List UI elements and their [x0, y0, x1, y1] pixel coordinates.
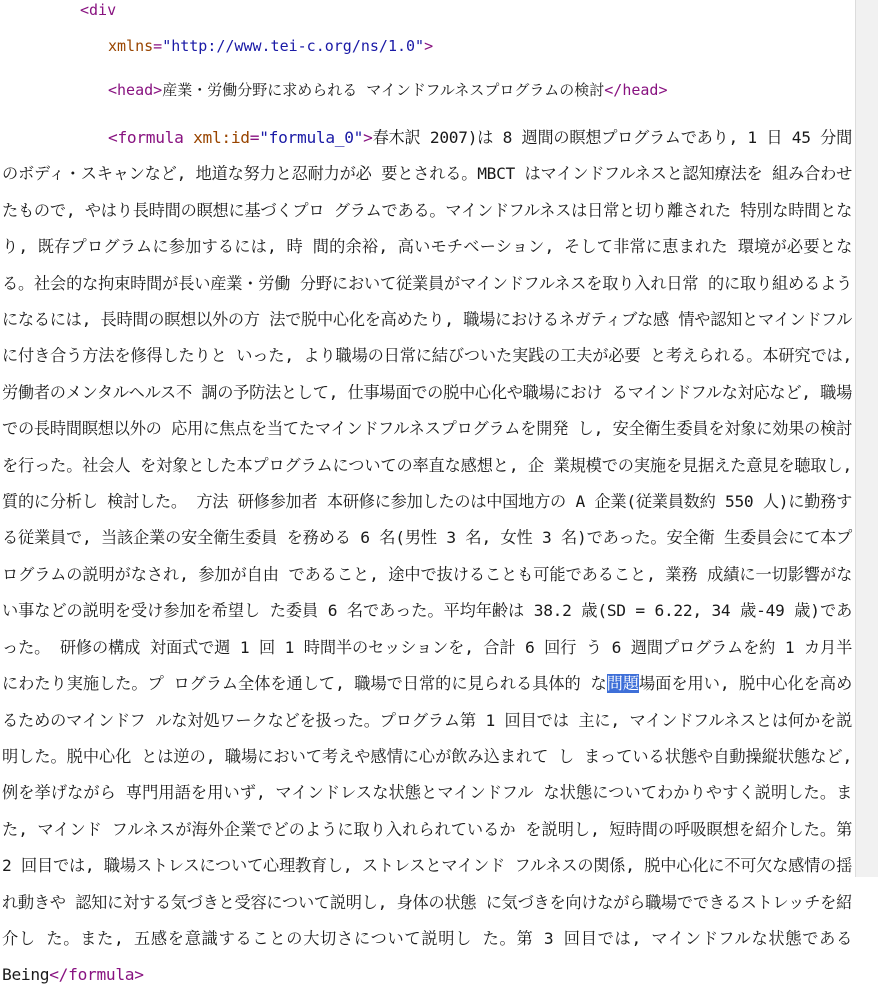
xmlns-attr-name: xmlns	[108, 37, 154, 55]
xmlns-attribute-line	[108, 36, 433, 56]
selected-text-highlight[interactable]: 問題	[606, 674, 639, 694]
div-tag-close-bracket: >	[424, 37, 434, 55]
xmlns-equals: =	[153, 37, 163, 55]
div-open-tag	[80, 0, 116, 20]
head-text: 産業・労働分野に求められる マインドフルネスプログラムの検討	[162, 81, 605, 99]
head-open-tag: <head>	[108, 81, 163, 99]
formula-attr-value: "formula_0"	[259, 128, 364, 147]
formula-open-tag: <formula	[108, 128, 184, 147]
formula-content-paragraph	[2, 120, 852, 994]
vertical-scrollbar[interactable]	[855, 0, 878, 877]
body-text-after-selection[interactable]: 場面を用い, 脱中心化を高めるためのマインドフ ルな対処ワークなどを扱った。プログラム第 1 回目では 主に, マインドフルネスとは何かを説明した。脱中心化 とは逆の, 職場において考えや感情に心が飲み込まれて し まっている状態や自動操縦状態など, 例を挙げながら 専門用語を用いず, マインドレスな状態とマインドフル な状態についてわかりやすく説明した。また, マインド フルネスが海外企業でどのように取り入れられているか を説明し, 短時間の呼吸瞑想を紹介した。第 2 回目では, 職場ストレスについて心理教育し, ストレスとマインド フルネスの関係, 脱中心化に不可欠な感情の揺れ動きや 認知に対する気づきと受容について説明し, 身体の状態 に気づきを向けながら職場でできるストレッチを紹介し た。また, 五感を意識することの大切さについて説明し た。第 3 回目では, マインドフルな状態である Being	[2, 674, 852, 985]
body-text-before-selection[interactable]: 春木訳 2007)は 8 週間の瞑想プログラムであり, 1 日 45 分間のボディ・スキャンなど, 地道な努力と忍耐力が必 要とされる。MBCT はマインドフルネスと認知療法を 組み合わせたもので, やはり長時間の瞑想に基づくプロ グラムである。マインドフルネスは日常と切り離された 特別な時間となり, 既存プログラムに参加するには, 時 間的余裕, 高いモチベーション, そして非常に恵まれた 環境が必要となる。社会的な拘束時間が長い産業・労働 分野において従業員がマインドフルネスを取り入れ日常 的に取り組めるようになるには, 長時間の瞑想以外の方 法で脱中心化を高めたり, 職場におけるネガティブな感 情や認知とマインドフルに付き合う方法を修得したりと いった, より職場の日常に結びついた実践の工夫が必要 と考えられる。本研究では, 労働者のメンタルヘルス不 調の予防法として, 仕事場面での脱中心化や職場におけ るマインドフルな対応など, 職場での長時間瞑想以外の 応用に焦点を当てたマインドフルネスプログラムを開発 し, 安全衛生委員を対象に効果の検討を行った。社会人 を対象とした本プログラムについての率直な感想と, 企 業規模での実施を見据えた意見を聴取し, 質的に分析し 検討した。 方法 研修参加者 本研修に参加したのは中国地方の A 企業(従業員数約 550 人)に勤務する従業員で, 当該企業の安全衛生委員 を務める 6 名(男性 3 名, 女性 3 名)であった。安全衛 生委員会にて本プログラムの説明がなされ, 参加が自由 であること, 途中で抜けることも可能であること, 業務 成績に一切影響がない事などの説明を受け参加を希望し た委員 6 名であった。平均年齢は 38.2 歳(SD = 6.22, 34 歳-49 歳)であった。 研修の構成 対面式で週 1 回 1 時間半のセッションを, 合計 6 回行 う 6 週間プログラムを約 1 カ月半にわたり実施した。プ ログラム全体を通して, 職場で日常的に見られる具体的 な	[2, 128, 852, 694]
div-tag-name: <div	[80, 1, 117, 19]
formula-attr-name: xml:id	[193, 128, 250, 147]
head-close-tag: </head>	[604, 81, 668, 99]
formula-open-close-bracket: >	[363, 128, 373, 147]
head-element-line	[108, 80, 668, 100]
xmlns-attr-value: "http://www.tei-c.org/ns/1.0"	[162, 37, 425, 55]
formula-equals: =	[249, 128, 260, 147]
formula-close-tag: </formula>	[49, 965, 144, 985]
